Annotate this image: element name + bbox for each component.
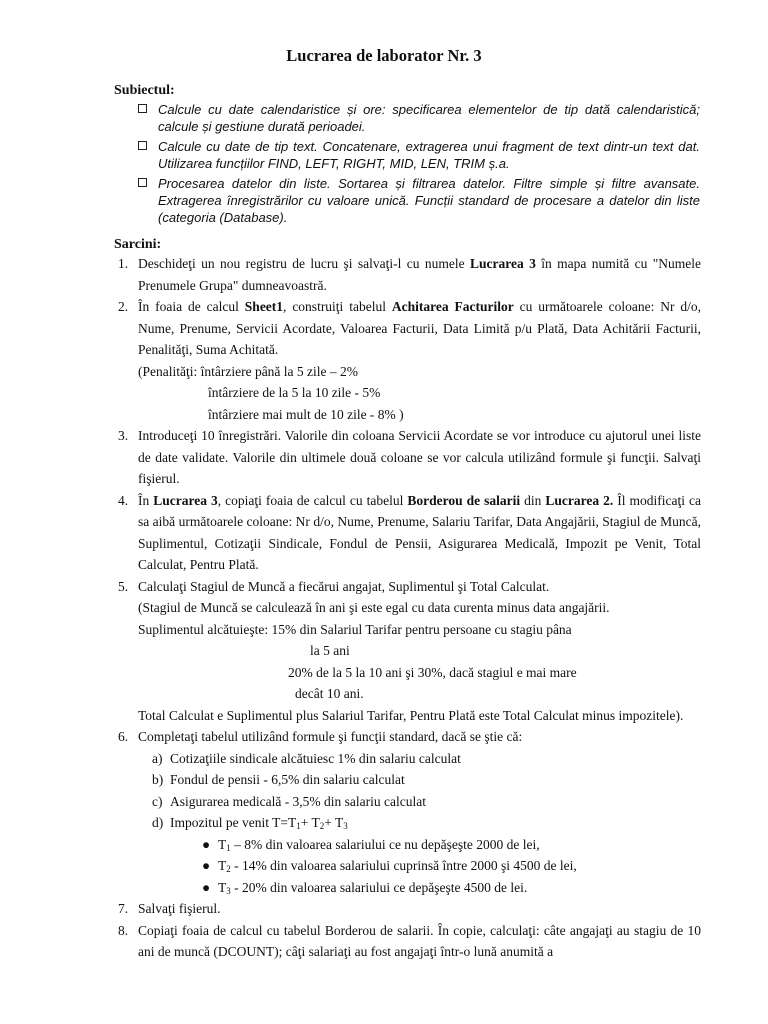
task-4: 4. În Lucrarea 3, copiaţi foaia de calcul cu tabelul Borderou de salarii din Lucrarea 2. Îl modificaţi ca sa aibă următoarele coloane: Nr d/o, Nume, Prenume, Salariu Tarifar, Data Angajării, Stagiul de Muncă, Suplimentul, Cotizaţii Sindicale, Fondul de Pensii, Asigurarea Medicală, Impozit pe Venit, Total Calculat, Pentru Plată.	[118, 492, 701, 572]
checkbox-icon	[138, 104, 147, 113]
task-8: 8. Copiaţi foaia de calcul cu tabelul Borderou de salarii. În copie, calculaţi: câte angajaţi au stagiu de 10 ani de muncă (DCOUNT); câţi salariaţi au fost angajaţi într-o lună anumită a	[118, 922, 701, 959]
bullet-icon: ●	[202, 836, 211, 852]
bullet-item: ● $T_1 - 8\%$ din valoarea salariului ce nu depăşeşte 2000 de lei,	[138, 834, 701, 856]
penalty-line: întârziere de la 5 la 10 zile - 5%	[208, 385, 381, 400]
list-item: d) Impozitul pe venit $T=T_1+ T_2+ T_3$	[152, 815, 348, 831]
list-item: c) Asigurarea medicală - 3,5% din salariu calculat	[152, 793, 427, 809]
task-list	[118, 253, 701, 963]
list-item: a) Cotizaţiile sindicale alcătuiesc 1% din salariu calculat	[152, 750, 461, 766]
task-6: 6. Completaţi tabelul utilizând formule şi funcţii standard, dacă se ştie că: a) Cotizaţiile sindicale alcătuiesc 1% din salariu calculat b) Fondul de pensii - 6,5% din salariu calculat c) Asigurarea medicală - 3,5% din salariu calculat d) Impozitul pe venit $T=T_1+ T_2+ T_3$ ● $T_1 - 8\%$ din valoarea salariului ce nu depăşeşte 2000 de lei, ● $T_2 - 14\%$ din valoarea salariului cuprinsă între 2000 şi 4500 de lei, ● $T_3 - 20\%$ din valoarea salariului ce depăşeşte 4500 de lei.	[118, 726, 701, 898]
subiectul-item: Procesarea datelor din liste. Sortarea și filtrarea datelor. Filtre simple și filtre avansate. Extragerea înregistrărilor cu valoare unică. Funcții standard de procesare a datelor din liste (categoria (Database).	[138, 175, 700, 226]
subiectul-item: Calcule cu date calendaristice și ore: specificarea elementelor de tip dată calendaristică; calcule și gestiune durată perioadei.	[138, 101, 700, 135]
bullet-icon: ●	[202, 879, 211, 895]
checkbox-icon	[138, 141, 147, 150]
task-1: 1. Deschideţi un nou registru de lucru şi salvaţi-l cu numele Lucrarea 3 în mapa numită cu "Numele Prenumele Grupa" dumneavoastră.	[118, 256, 702, 293]
sarcini-heading: Sarcini:	[114, 237, 162, 252]
penalty-line: întârziere mai mult de 10 zile - 8% )	[208, 406, 404, 422]
page-title: Lucrarea de laborator Nr. 3	[286, 46, 482, 65]
subiectul-item: Calcule cu date de tip text. Concatenare, extragerea unui fragment de text dintr-un text dat. Utilizarea funcțiilor FIND, LEFT, RIGHT, MID, LEN, TRIM ș.a.	[138, 138, 700, 172]
task-3: 3. Introduceţi 10 înregistrări. Valorile din coloana Servicii Acordate se vor introduce cu ajutorul unei liste de date validate. Valorile din ultimele două coloane se vor calcula utilizând formule şi funcţii. Salvaţi fişierul.	[118, 428, 701, 486]
subiectul-heading: Subiectul:	[114, 83, 175, 98]
bullet-item: ● $T_2 - 14\%$ din valoarea salariului cuprinsă între 2000 şi 4500 de lei,	[138, 855, 701, 877]
penalty-line: (Penalităţi: întârziere până la 5 zile – 2%	[138, 363, 359, 379]
task-5: 5. Calculaţi Stagiul de Muncă a fiecărui angajat, Suplimentul şi Total Calculat. (Stagiul de Muncă se calculează în ani şi este egal cu data curenta minus data angajării. Suplimentul alcătuieşte: 15% din Salariul Tarifar pentru persoane cu stagiu pâna la 5 ani 20% de la 5 la 10 ani şi 30%, dacă stagiul e mai mare decât 10 ani. Total Calculat e Suplimentul plus Salariul Tarifar, Pentru Plată este Total Calculat minus impozitele).	[118, 578, 684, 723]
task-7: 7. Salvaţi fişierul.	[118, 901, 221, 916]
bullet-icon: ●	[202, 858, 211, 873]
checkbox-icon	[138, 178, 147, 187]
list-item: b) Fondul de pensii - 6,5% din salariu calculat	[152, 772, 405, 787]
bullet-item: ● $T_3 - 20\%$ din valoarea salariului ce depăşeşte 4500 de lei.	[138, 877, 701, 899]
task-2: 2. În foaia de calcul Sheet1, construiţi tabelul Achitarea Facturilor cu următoarele coloane: Nr d/o, Nume, Prenume, Servicii Acordate, Valoarea Facturii, Data Limită p/u Plată, Data Achitării Facturii, Penalităţi, Suma Achitată. (Penalităţi: întârziere până la 5 zile – 2% întârziere de la 5 la 10 zile - 5% întârziere mai mult de 10 zile - 8% )	[118, 296, 701, 425]
subiectul-list	[138, 101, 700, 229]
